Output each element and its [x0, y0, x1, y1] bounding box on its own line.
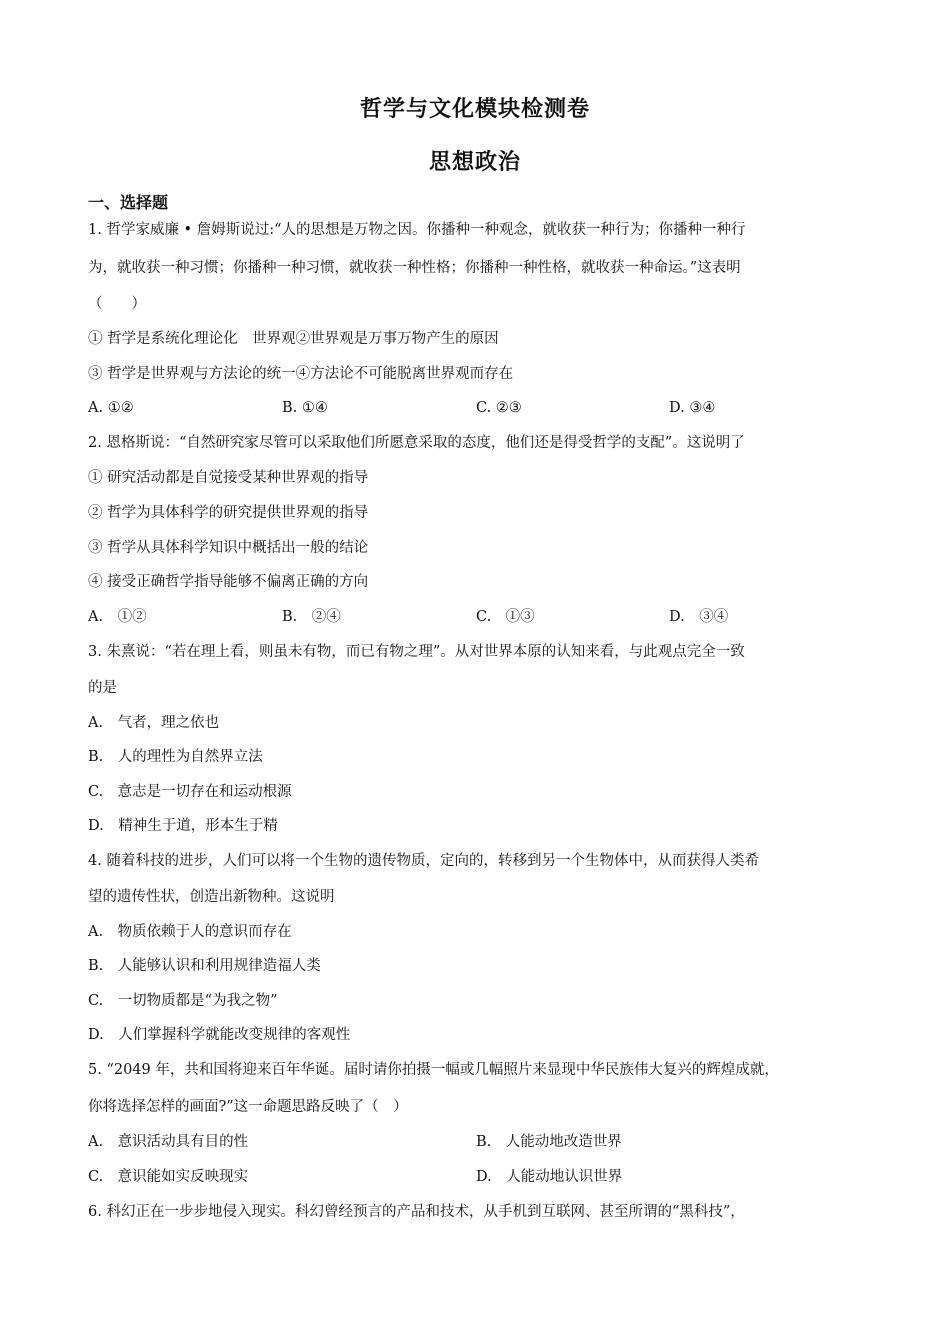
question-3-stem-line-2: 的是 — [88, 680, 117, 696]
question-5-stem-line-2: 你将选择怎样的画面?”这一命题思路反映了（ ） — [88, 1099, 408, 1115]
question-4-stem-line-2: 望的遗传性状，创造出新物种。这说明 — [88, 889, 335, 905]
question-3-option-a: A. 气者，理之依也 — [88, 715, 220, 731]
question-3-option-b: B. 人的理性为自然界立法 — [88, 749, 263, 765]
exam-subject: 思想政治 — [428, 150, 521, 175]
question-5-option-b: B. 人能动地改造世界 — [476, 1134, 622, 1150]
question-1-statement-line-2: ③ 哲学是世界观与方法论的统一④方法论不可能脱离世界观而存在 — [88, 366, 514, 382]
question-2-option-d: D. ③④ — [669, 609, 729, 625]
question-2-option-c: C. ①③ — [476, 609, 535, 625]
question-1-statement-line-1: ① 哲学是系统化理论化 世界观②世界观是万事万物产生的原因 — [88, 331, 499, 347]
question-4-stem-line-1: 4. 随着科技的进步，人们可以将一个生物的遗传物质，定向的，转移到另一个生物体中，从而获得人类希 — [88, 853, 759, 869]
question-5-stem-line-1: 5. “2049 年，共和国将迎来百年华诞。届时请你拍摄一幅或几幅照片来显现中华民族伟大复兴的辉煌成就， — [88, 1062, 779, 1078]
question-3-stem-line-1: 3. 朱熹说：“若在理上看，则虽未有物，而已有物之理”。从对世界本原的认知来看，与此观点完全一致 — [88, 644, 745, 660]
question-1-blank: （ ） — [88, 296, 146, 312]
question-4-option-a: A. 物质依赖于人的意识而存在 — [88, 924, 292, 940]
question-3-option-c: C. 意志是一切存在和运动根源 — [88, 784, 292, 800]
question-2-stem: 2. 恩格斯说：“自然研究家尽管可以采取他们所愿意采取的态度，他们还是得受哲学的支配”。这说明了 — [88, 435, 745, 451]
question-1-stem-line-1: 1. 哲学家威廉 • 詹姆斯说过:“人的思想是万物之因。你播种一种观念，就收获一种行为；你播种一种行 — [88, 222, 746, 238]
question-2-statement-1: ① 研究活动都是自觉接受某种世界观的指导 — [88, 470, 369, 486]
question-6-stem-line-1: 6. 科幻正在一步步地侵入现实。科幻曾经预言的产品和技术，从手机到互联网、甚至所谓的“黑科技”， — [88, 1204, 745, 1220]
question-1-option-b: B. ①④ — [282, 400, 328, 416]
question-1-stem-line-2: 为，就收获一种习惯；你播种一种习惯，就收获一种性格；你播种一种性格，就收获一种命运。”这表明 — [88, 260, 741, 276]
question-4-option-c: C. 一切物质都是“为我之物” — [88, 993, 278, 1009]
question-1-option-c: C. ②③ — [476, 400, 522, 416]
exam-title: 哲学与文化模块检测卷 — [359, 97, 590, 122]
question-5-option-d: D. 人能动地认识世界 — [476, 1169, 623, 1185]
question-1-option-d: D. ③④ — [669, 400, 716, 416]
question-2-statement-2: ② 哲学为具体科学的研究提供世界观的指导 — [88, 505, 369, 521]
question-2-option-a: A. ①② — [88, 609, 147, 625]
question-4-option-b: B. 人能够认识和利用规律造福人类 — [88, 958, 321, 974]
question-5-option-c: C. 意识能如实反映现实 — [88, 1169, 249, 1185]
question-1-option-a: A. ①② — [88, 400, 134, 416]
question-5-option-a: A. 意识活动具有目的性 — [88, 1134, 249, 1150]
question-2-option-b: B. ②④ — [282, 609, 341, 625]
question-3-option-d: D. 精神生于道，形本生于精 — [88, 818, 278, 834]
question-2-statement-4: ④ 接受正确哲学指导能够不偏离正确的方向 — [88, 574, 369, 590]
section-heading: 一、选择题 — [88, 193, 169, 212]
question-2-statement-3: ③ 哲学从具体科学知识中概括出一般的结论 — [88, 540, 369, 556]
question-4-option-d: D. 人们掌握科学就能改变规律的客观性 — [88, 1027, 351, 1043]
